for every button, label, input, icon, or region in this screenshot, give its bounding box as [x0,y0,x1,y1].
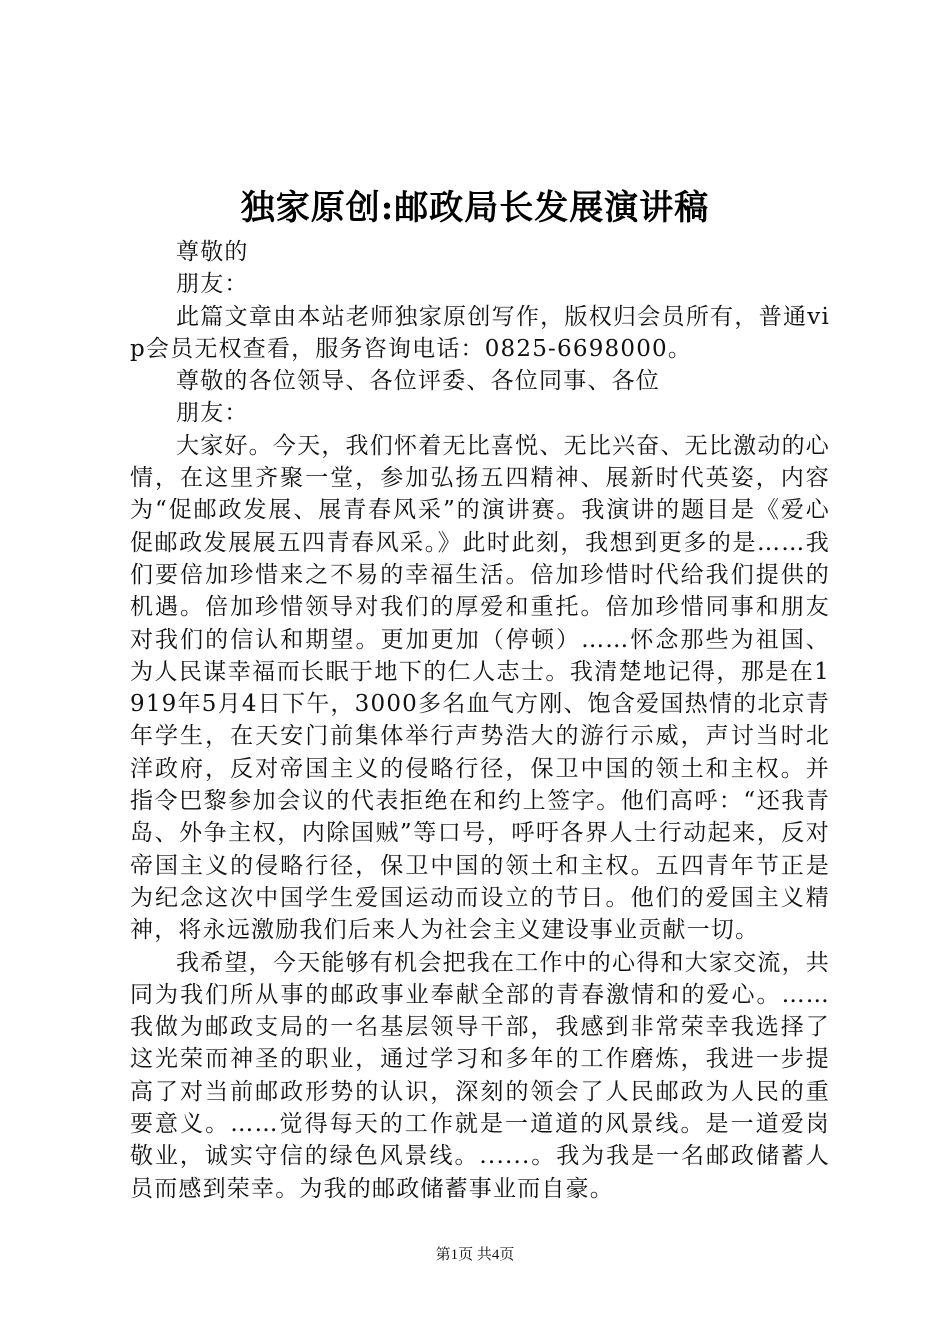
document-body [130,236,830,1205]
salutation-line-2: 朋友： [176,271,249,298]
salutation-line-1: 尊敬的 [176,239,249,265]
greeting-line-1: 尊敬的各位领导、各位评委、各位同事、各位 [176,368,660,395]
body-paragraph-2: 我希望，今天能够有机会把我在工作中的心得和大家交流，共同为我们所从事的邮政事业奉献全部的青春激情和的爱心。……我做为邮政支局的一名基层领导干部，我感到非常荣幸我选择了这光荣而神圣的职业，通过学习和多年的工作磨炼，我进一步提高了对当前邮政形势的认识，深刻的领会了人民邮政为人民的重要意义。……觉得每天的工作就是一道道的风景线。是一道爱岗敬业，诚实守信的绿色风景线。......。我为我是一名邮政储蓄人员而感到荣幸。为我的邮政储蓄事业而自豪。 [130,949,830,1202]
page-footer: 第1页 共4页 [435,1247,515,1263]
copyright-notice: 此篇文章由本站老师独家原创写作，版权归会员所有，普通vip会员无权查看，服务咨询电话：0825-6698000。 [130,303,830,362]
greeting-line-2: 朋友： [176,400,249,427]
body-paragraph-1: 大家好。今天，我们怀着无比喜悦、无比兴奋、无比激动的心情，在这里齐聚一堂，参加弘扬五四精神、展新时代英姿，内容为“促邮政发展、展青春风采”的演讲赛。我演讲的题目是《爱心促邮政发展展五四青春风采。》此时此刻，我想到更多的是……我们要倍加珍惜来之不易的幸福生活。倍加珍惜时代给我们提供的机遇。倍加珍惜领导对我们的厚爱和重托。倍加珍惜同事和朋友对我们的信认和期望。更加更加（停顿）……怀念那些为祖国、为人民谋幸福而长眠于地下的仁人志士。我清楚地记得，那是在1919年5月4日下午，3000多名血气方刚、饱含爱国热情的北京青年学生，在天安门前集体举行声势浩大的游行示威，声讨当时北洋政府，反对帝国主义的侵略行径，保卫中国的领土和主权。并指令巴黎参加会议的代表拒绝在和约上签字。他们高呼：“还我青岛、外争主权，内除国贼”等口号，呼吁各界人士行动起来，反对帝国主义的侵略行径，保卫中国的领土和主权。五四青年节正是为纪念这次中国学生爱国运动而设立的节日。他们的爱国主义精神，将永远激励我们后来人为社会主义建设事业贡献一切。 [130,432,830,944]
document-title: 独家原创:邮政局长发展演讲稿 [240,188,710,228]
